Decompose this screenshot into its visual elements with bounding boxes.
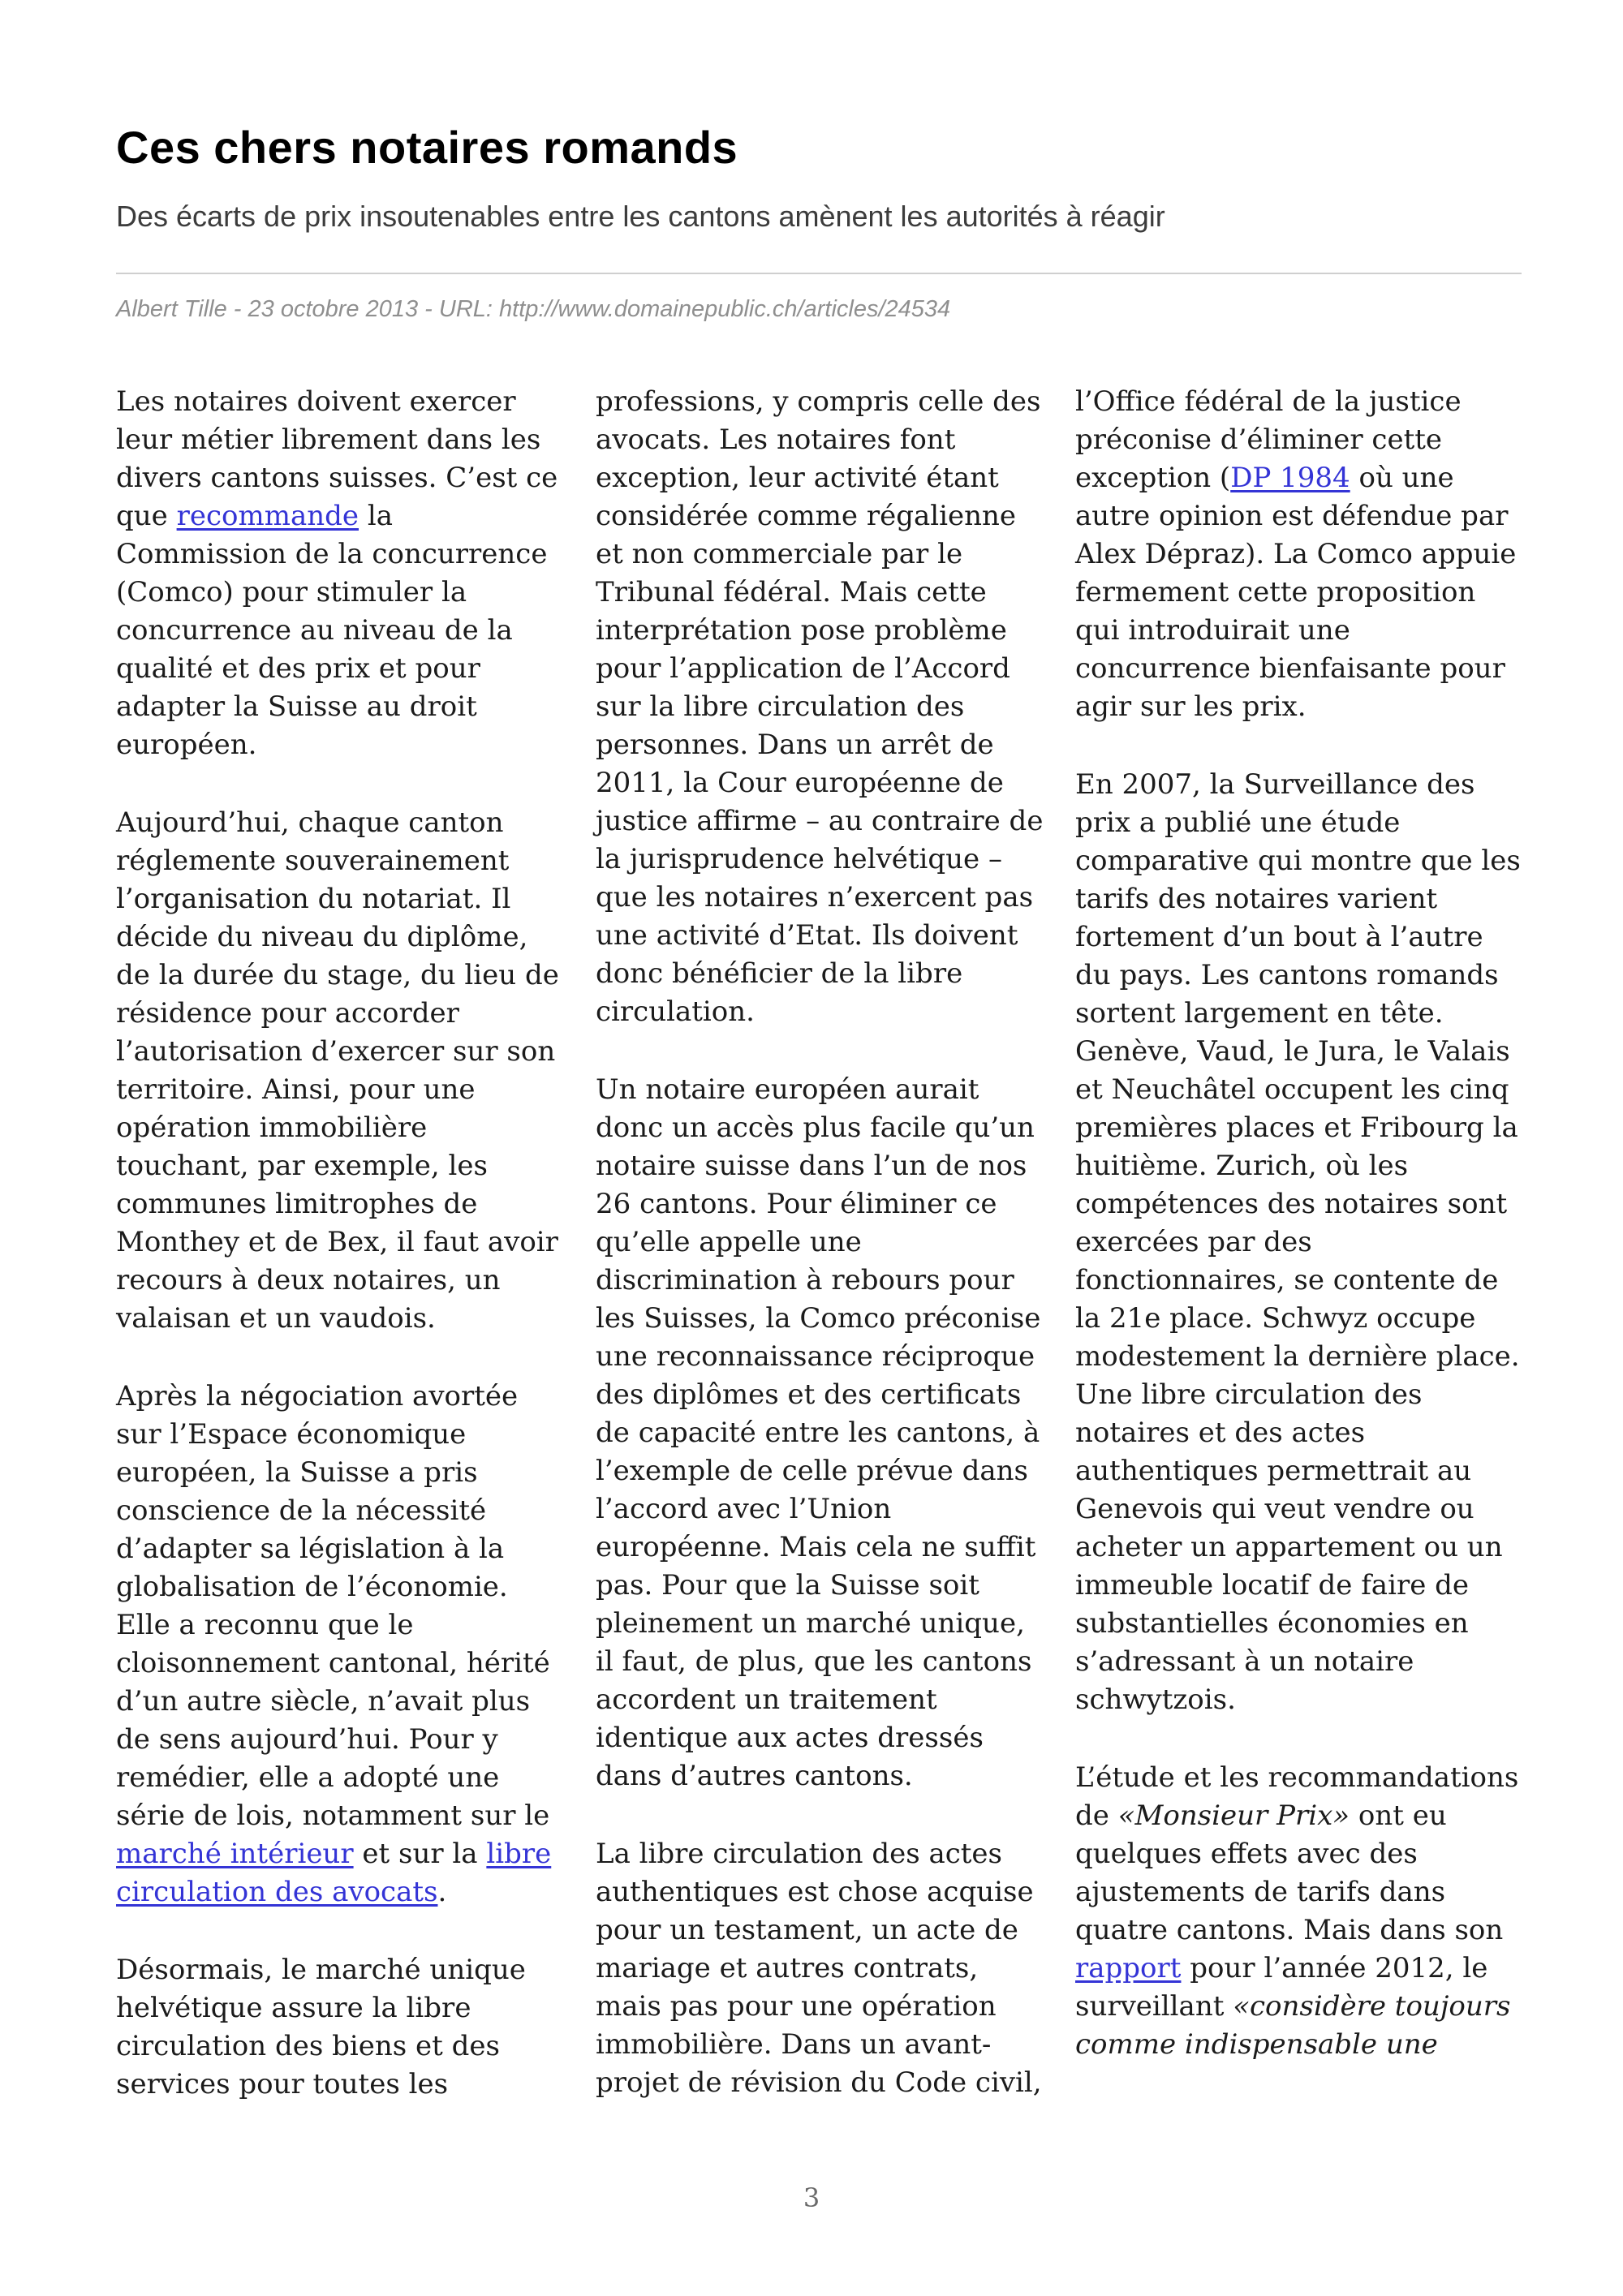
text-run: professions, y compris celle des avocats. Les notaires font exception, leur activité étant considérée comme régalienne et non commerciale par le Tribunal fédéral. Mais cette interprétation pose problème pour l’application de l’Accord sur la libre circulation des personnes. Dans un arrêt de 2011, la Cour européenne de justice affirme – au contraire de la jurisprudence helvétique – que les notaires n’exercent pas une activité d’Etat. Ils doivent donc bénéficier de la libre circulation. [596, 385, 1044, 1029]
paragraph [116, 1951, 568, 2104]
page-number: 3 [803, 2182, 820, 2213]
paragraph [1075, 1759, 1527, 2064]
article-byline: Albert Tille - 23 octobre 2013 - URL: http://www.domainepublic.ch/articles/24534 [116, 296, 951, 323]
paragraph [596, 1835, 1048, 2102]
article-column-3 [1075, 383, 1527, 2143]
text-run: Aujourd’hui, chaque canton réglemente souverainement l’organisation du notariat. Il décide du niveau du diplôme, de la durée du stage, du lieu de résidence pour accorder l’autorisation d’exercer sur son territoire. Ainsi, pour une opération immobilière touchant, par exemple, les communes limitrophes de Monthey et de Bex, il faut avoir recours à deux notaires, un valaisan et un vaudois. [116, 806, 559, 1335]
paragraph [1075, 766, 1527, 1719]
text-run: et sur la [353, 1838, 487, 1871]
article-column-2 [596, 383, 1048, 2143]
text-run: En 2007, la Surveillance des prix a publié une étude comparative qui montre que les tarifs des notaires varient fortement d’un bout à l’autre du pays. Les cantons romands sortent largement en tête. Genève, Vaud, le Jura, le Valais et Neuchâtel occupent les cinq premières places et Fribourg la huitième. Zurich, où les compétences des notaires sont exercées par des fonctionnaires, se contente de la 21e place. Schwyz occupe modestement la dernière place. Une libre circulation des notaires et des actes authentiques permettrait au Genevois qui veut vendre ou acheter un appartement ou un immeuble locatif de faire de substantielles économies en s’adressant à un notaire schwytzois. [1075, 768, 1521, 1717]
text-run: . [437, 1876, 447, 1909]
inline-link[interactable]: libre circulation des avocats [116, 1838, 552, 1909]
header-divider [116, 273, 1522, 274]
article-subtitle: Des écarts de prix insoutenables entre les cantons amènent les autorités à réagir [116, 200, 1165, 234]
text-run: pour l’année 2012, le surveillant [1075, 1952, 1488, 2023]
article-column-1 [116, 383, 568, 2143]
text-run: ont eu quelques effets avec des ajustements de tarifs dans quatre cantons. Mais dans son [1075, 1799, 1504, 1947]
text-run: La libre circulation des actes authentiques est chose acquise pour un testament, un acte de mariage et autres contrats, mais pas pour une opération immobilière. Dans un avant-projet de révision du Code civil, [596, 1838, 1042, 2100]
article [116, 0, 1522, 2143]
paragraph [596, 1071, 1048, 1795]
inline-link[interactable]: recommande [176, 500, 359, 533]
italic-text: «Monsieur Prix» [1117, 1799, 1350, 1833]
text-run: où une autre opinion est défendue par Alex Dépraz). La Comco appuie fermement cette proposition qui introduirait une concurrence bienfaisante pour agir sur les prix. [1075, 462, 1517, 724]
paragraph [596, 383, 1048, 1031]
text-run: Désormais, le marché unique helvétique assure la libre circulation des biens et des services pour toutes les [116, 1954, 526, 2101]
paragraph [1075, 383, 1527, 726]
italic-text: «considère toujours comme indispensable une [1075, 1990, 1511, 2062]
article-columns [116, 383, 1522, 2143]
paragraph [116, 804, 568, 1338]
article-header [116, 122, 1522, 325]
inline-link[interactable]: rapport [1075, 1952, 1182, 1985]
paragraph [116, 1378, 568, 1911]
text-run: L’étude et les recommandations de [1075, 1761, 1519, 1833]
page-title: Ces chers notaires romands [116, 122, 738, 173]
text-run: Un notaire européen aurait donc un accès plus facile qu’un notaire suisse dans l’un de nos 26 cantons. Pour éliminer ce qu’elle appelle une discrimination à rebours pour les Suisses, la Comco préconise une reconnaissance réciproque des diplômes et des certificats de capacité entre les cantons, à l’exemple de celle prévue dans l’accord avec l’Union européenne. Mais cela ne suffit pas. Pour que la Suisse soit pleinement un marché unique, il faut, de plus, que les cantons accordent un traitement identique aux actes dressés dans d’autres cantons. [596, 1073, 1041, 1793]
text-run: Les notaires doivent exercer leur métier librement dans les divers cantons suisses. C’est ce que [116, 385, 558, 533]
inline-link[interactable]: DP 1984 [1230, 462, 1350, 495]
text-run: la Commission de la concurrence (Comco) pour stimuler la concurrence au niveau de la qualité et des prix et pour adapter la Suisse au droit européen. [116, 500, 548, 762]
inline-link[interactable]: marché intérieur [116, 1838, 354, 1871]
text-run: l’Office fédéral de la justice préconise d’éliminer cette exception ( [1075, 385, 1462, 495]
paragraph [116, 383, 568, 764]
text-run: Après la négociation avortée sur l’Espace économique européen, la Suisse a pris conscience de la nécessité d’adapter sa législation à la globalisation de l’économie. Elle a reconnu que le cloisonnement cantonal, hérité d’un autre siècle, n’avait plus de sens aujourd’hui. Pour y remédier, elle a adopté une série de lois, notamment sur le [116, 1380, 550, 1833]
